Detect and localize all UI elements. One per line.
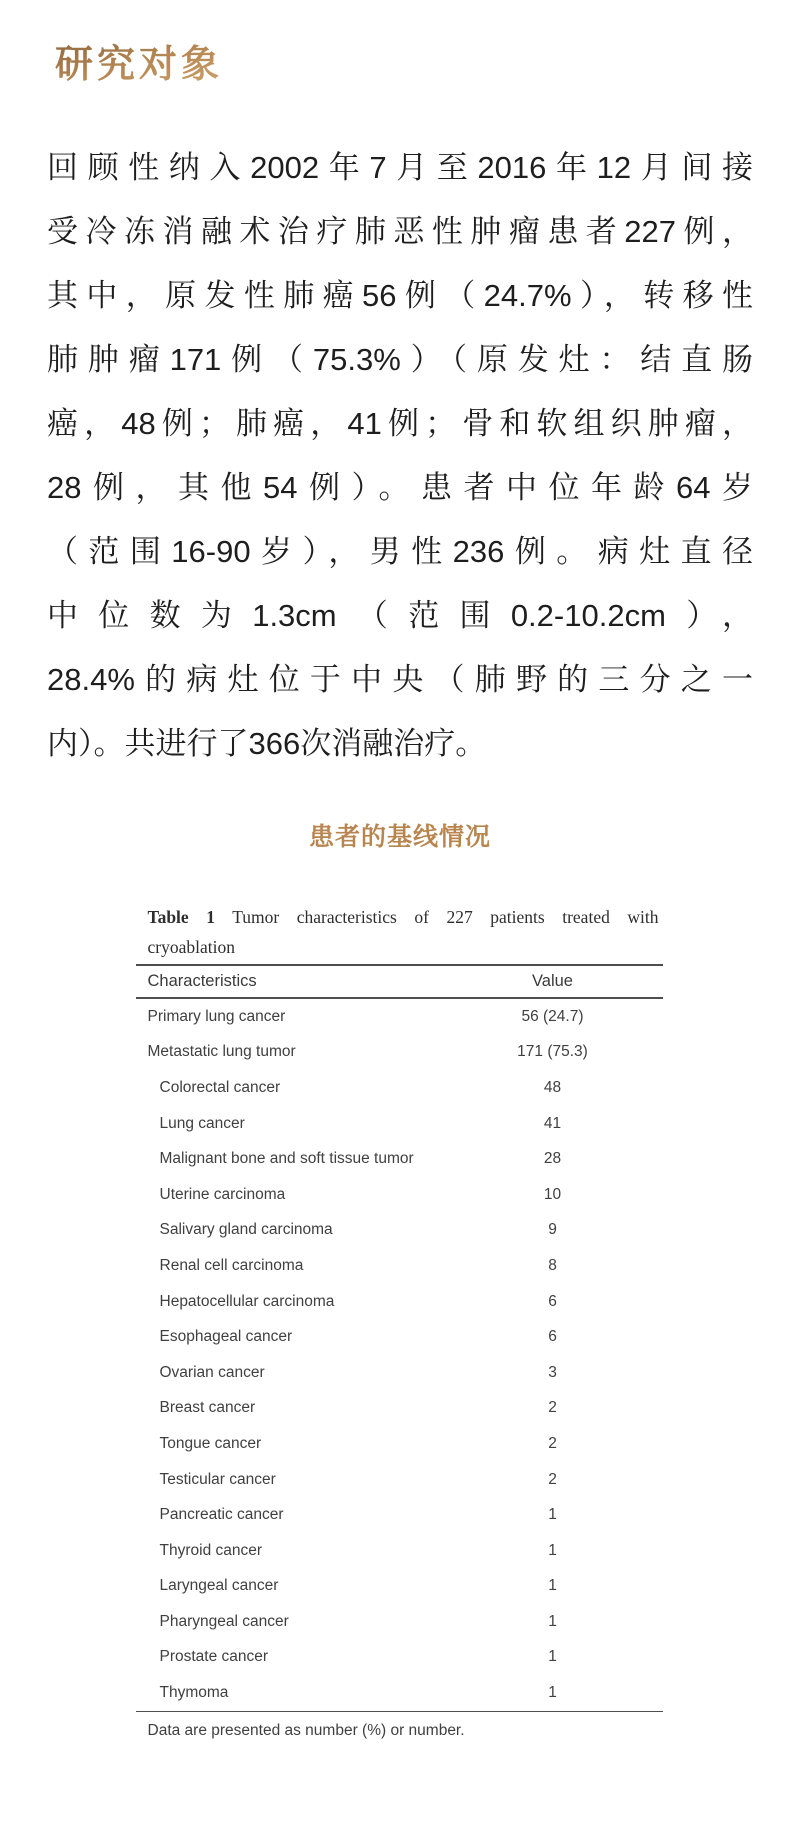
table-footnote: Data are presented as number (%) or number. [147,1722,465,1740]
table-row-label: Colorectal cancer [159,1078,281,1096]
table-row-label: Hepatocellular carcinoma [159,1292,335,1310]
table-row [136,1284,663,1320]
table-row-label: Prostate cancer [159,1648,269,1666]
paragraph-line: 受冷冻消融术治疗肺恶性肿瘤患者227例， [47,214,753,249]
table-row-label: Ovarian cancer [159,1363,265,1381]
table-row-value: 1 [548,1506,557,1524]
table-row [136,1533,663,1569]
section-title: 研究对象 [55,44,224,86]
table-row-value: 8 [548,1256,557,1274]
table-row-label: Primary lung cancer [147,1007,286,1025]
table-row-label: Esophageal cancer [159,1328,293,1346]
table-body [136,999,663,1711]
table-row [136,1248,663,1284]
table-row [136,1569,663,1605]
table-row [136,1177,663,1213]
table-row-label: Breast cancer [159,1399,256,1417]
table-row-label: Testicular cancer [159,1470,276,1488]
table-row-value: 48 [543,1078,562,1096]
paragraph-line: 内）。共进行了366次消融治疗。 [47,726,487,761]
table-caption-number: Table 1 [147,907,215,927]
table-row [136,1319,663,1355]
table-row-value: 1 [548,1612,557,1630]
table-subtitle: 患者的基线情况 [308,823,491,851]
table-row [136,1355,663,1391]
table-row [136,1462,663,1498]
paragraph-line: 其中，原发性肺癌56例（24.7%），转移性 [47,278,753,313]
table-row [136,1604,663,1640]
paragraph-line: 肺肿瘤171例（75.3%）（原发灶：结直肠 [47,342,753,377]
table-row [136,1426,663,1462]
table-row-label: Tongue cancer [159,1434,262,1452]
table-row-label: Uterine carcinoma [159,1185,286,1203]
table-row-label: Laryngeal cancer [159,1577,279,1595]
table-row [136,1035,663,1071]
table-row [136,1213,663,1249]
table-row-value: 171 (75.3) [517,1043,588,1061]
article-page [0,42,800,1840]
paragraph [47,136,753,776]
table-row-label: Pharyngeal cancer [159,1612,289,1630]
table-caption-text: Tumor characteristics of 227 patients treated with [214,907,659,927]
journal-table-inner [136,902,663,1743]
table-row-label: Pancreatic cancer [159,1506,284,1524]
table-row-value: 2 [548,1470,557,1488]
table-row-value: 1 [548,1541,557,1559]
paragraph-line: 28例，其他54例）。患者中位年龄64岁 [47,470,753,505]
table-row-label: Lung cancer [159,1114,245,1132]
table-row-value: 6 [548,1328,557,1346]
table-row-label: Thyroid cancer [159,1541,263,1559]
paragraph-line: 28.4%的病灶位于中央（肺野的三分之一 [47,662,753,697]
table-row [136,1141,663,1177]
table-row-value: 1 [548,1684,557,1702]
table-row-value: 1 [548,1577,557,1595]
table-row-label: Salivary gland carcinoma [159,1221,333,1239]
table-row-value: 28 [543,1150,562,1168]
paragraph-line: （范围16-90岁），男性236例。病灶直径 [47,534,753,569]
section-title-wrap [55,42,800,88]
table-row [136,1391,663,1427]
table-row-value: 1 [548,1648,557,1666]
journal-table-figure [113,902,688,1743]
table-row [136,1070,663,1106]
table-header-row [136,966,663,997]
table-row [136,1497,663,1533]
table-row-value: 3 [548,1363,557,1381]
table-caption [136,902,663,964]
table-row-value: 9 [548,1221,557,1239]
column-header-value: Value [532,972,573,990]
table-row-value: 56 (24.7) [521,1007,584,1025]
table-row-value: 2 [548,1434,557,1452]
table-caption-line2: cryoablation [147,937,235,957]
table-row-value: 10 [543,1185,562,1203]
table-row [136,1106,663,1142]
paragraph-line: 中位数为1.3cm（范围0.2-10.2cm）， [47,598,753,633]
table-row [136,999,663,1035]
table-row-label: Thymoma [159,1684,229,1702]
table-row-value: 2 [548,1399,557,1417]
paragraph-line: 回顾性纳入2002年7月至2016年12月间接 [47,150,753,185]
table-row-label: Malignant bone and soft tissue tumor [159,1150,414,1168]
table-row-value: 41 [543,1114,562,1132]
column-header-characteristics: Characteristics [147,972,257,990]
table-row-label: Metastatic lung tumor [147,1043,296,1061]
table-caption-line1 [148,902,659,932]
table-row [136,1675,663,1711]
table-row [136,1640,663,1676]
table-row-label: Renal cell carcinoma [159,1256,304,1274]
table-row-value: 6 [548,1292,557,1310]
paragraph-line: 癌，48例；肺癌，41例；骨和软组织肿瘤， [47,406,753,441]
